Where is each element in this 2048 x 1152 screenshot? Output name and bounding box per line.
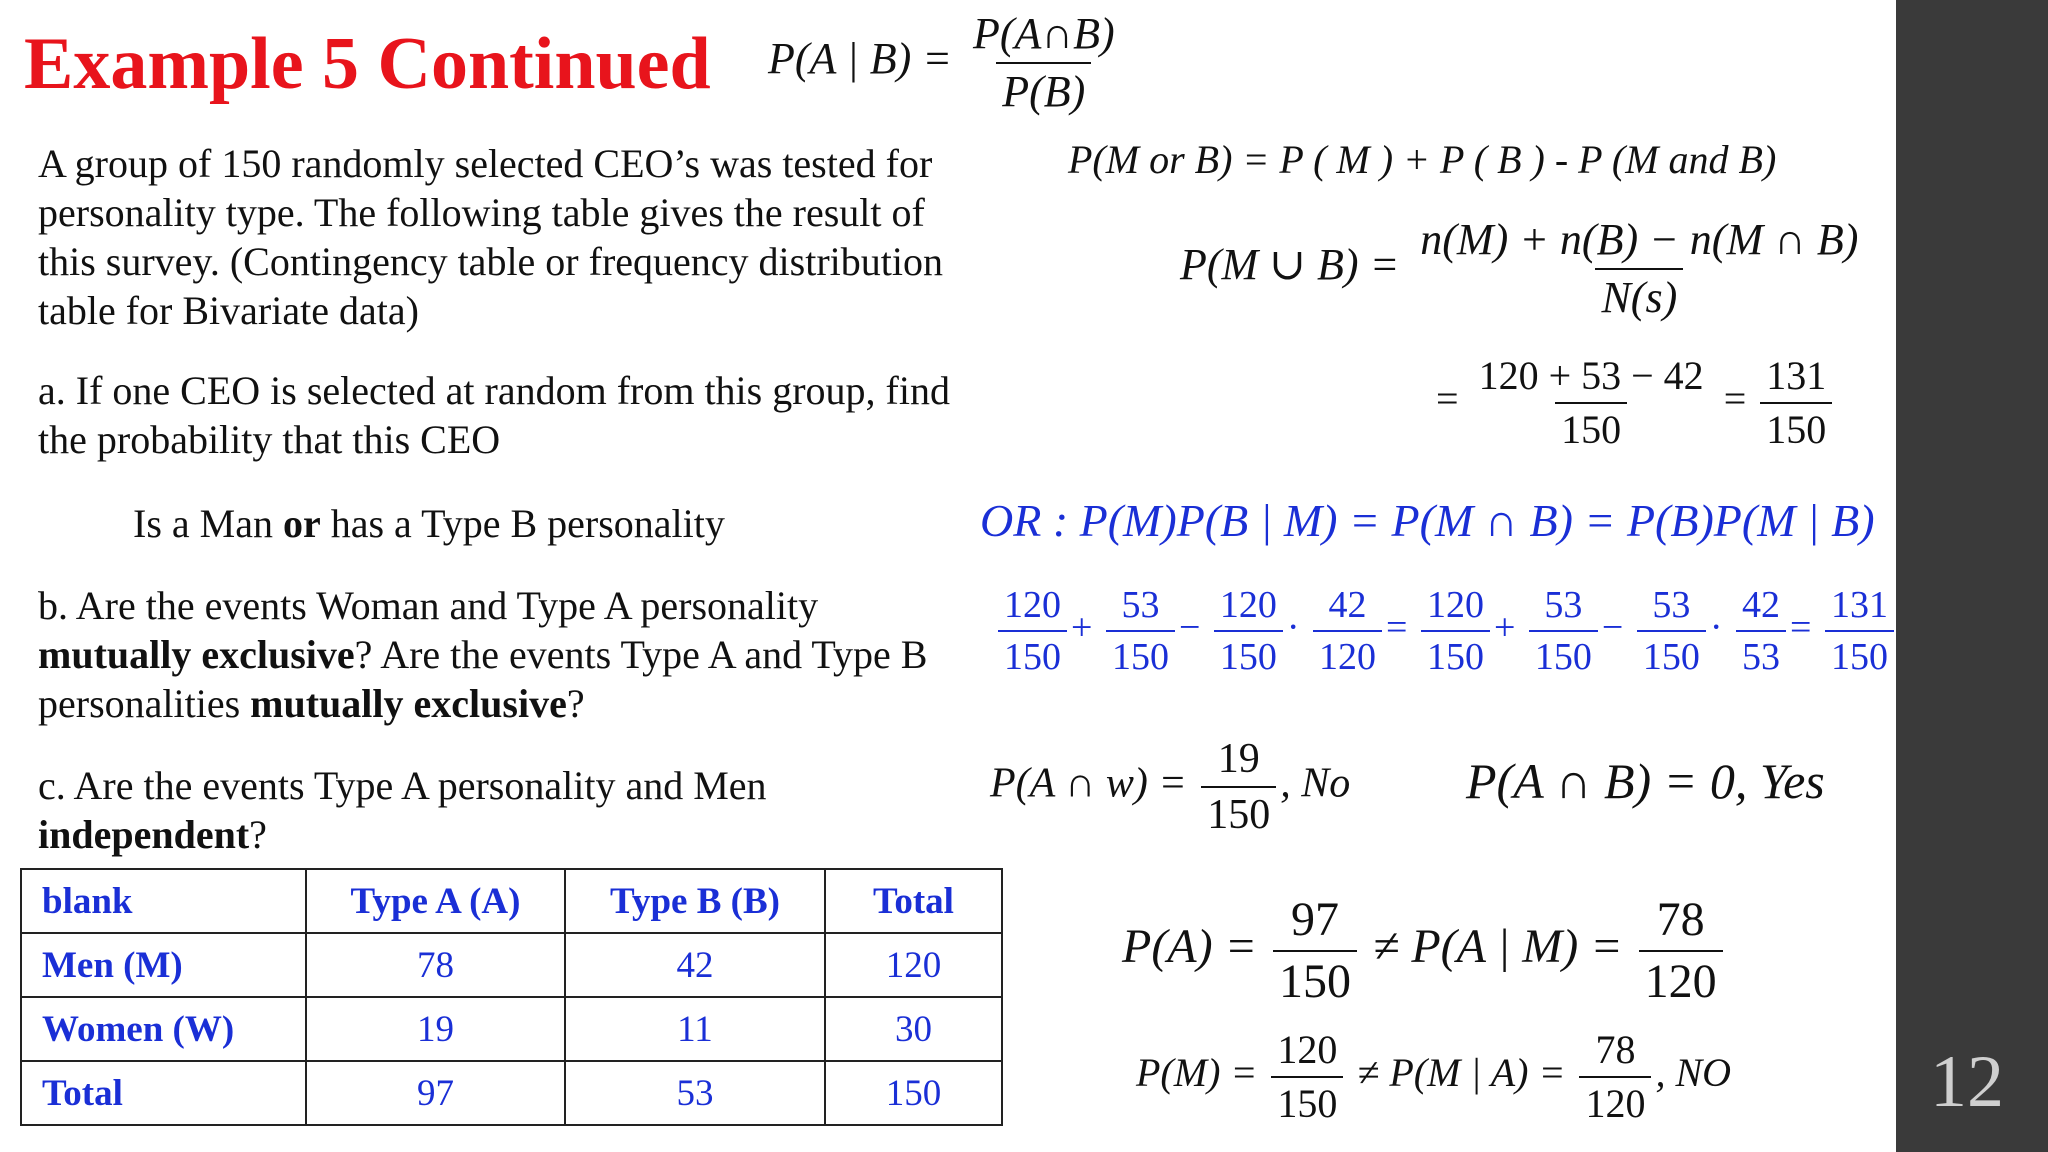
table-header-cell: Type A (A): [306, 869, 565, 933]
pa-n2: 78: [1656, 893, 1705, 946]
calc-eq1: =: [1436, 376, 1459, 422]
table-header-cell: blank: [21, 869, 306, 933]
table-cell: 150: [825, 1061, 1002, 1125]
part-c-t2: ?: [249, 812, 267, 857]
calc-num1: 120 + 53 − 42: [1478, 353, 1704, 398]
pa-d1: 150: [1273, 950, 1357, 1006]
pa-lhs: P(A) =: [1122, 920, 1257, 974]
slide-sidebar: [1896, 0, 2048, 1152]
row-label: Total: [21, 1061, 306, 1125]
sum-op: ·: [1709, 606, 1723, 649]
pm-d1: 150: [1271, 1076, 1343, 1124]
sum-frac-num: 53: [1652, 584, 1691, 626]
union-num: n(M) + n(B) − n(M ∩ B): [1420, 215, 1859, 264]
contingency-table: [20, 868, 1003, 1126]
cond-num: P(A∩B): [972, 9, 1115, 58]
part-b-b1: mutually exclusive: [38, 632, 355, 677]
part-c-question: [38, 761, 968, 859]
sum-frac-den: 150: [1637, 630, 1706, 676]
part-b-t3: ?: [566, 681, 585, 726]
sum-op: −: [1178, 606, 1201, 649]
sum-frac-den: 150: [1825, 630, 1894, 676]
pm-lhs: P(M) =: [1136, 1050, 1258, 1096]
sum-frac-den: 150: [1529, 630, 1598, 676]
part-c-b1: independent: [38, 812, 250, 857]
calc-den1: 150: [1555, 402, 1627, 450]
union-den: N(s): [1595, 268, 1683, 320]
intro-paragraph: A group of 150 randomly selected CEO’s was tested for personality type. The following table gives the result of this survey. (Contingency table or frequency distribution table for Bivariate data): [38, 141, 943, 333]
calc-den2: 150: [1760, 402, 1832, 450]
table-header-row: [21, 869, 1002, 933]
table-cell: 42: [565, 933, 825, 997]
table-header-cell: Total: [825, 869, 1002, 933]
pa-d2: 120: [1639, 950, 1723, 1006]
table-header-cell: Type B (B): [565, 869, 825, 933]
cond-lhs: P(A | B) =: [768, 34, 952, 84]
aw-den: 150: [1201, 786, 1276, 836]
sum-frac-num: 120: [1219, 584, 1277, 626]
pm-independence-formula: [1136, 1027, 1732, 1126]
pa-n1: 97: [1291, 893, 1339, 946]
union-calculation: [1436, 353, 1836, 452]
aw-lhs: P(A ∩ w) =: [990, 760, 1187, 807]
sum-frac-den: 53: [1736, 630, 1786, 676]
sum-op: ·: [1286, 606, 1300, 649]
table-cell: 11: [565, 997, 825, 1061]
slide-title: Example 5 Continued: [24, 23, 711, 105]
aw-num: 19: [1217, 736, 1260, 782]
part-a-item: [133, 500, 725, 547]
union-formula: [1180, 215, 1868, 322]
slide-number: 12: [1930, 1041, 2004, 1123]
a-and-b-formula: P(A ∩ B) = 0, Yes: [1466, 753, 1825, 809]
sum-frac-den: 150: [1421, 630, 1490, 676]
pm-mid: ≠ P(M | A) =: [1357, 1050, 1566, 1096]
sum-frac-den: 120: [1313, 630, 1382, 676]
table-cell: 19: [306, 997, 565, 1061]
table-row: [21, 997, 1002, 1061]
part-b-t2: ? Are the events Type A and Type B personalities: [38, 632, 928, 726]
sum-frac-num: 42: [1742, 584, 1780, 626]
part-c-t1: c. Are the events Type A personality and Men: [38, 763, 767, 808]
sum-frac-num: 120: [1004, 584, 1061, 626]
calc-eq2: =: [1723, 376, 1747, 422]
sum-op: =: [1790, 606, 1812, 649]
sum-frac-den: 150: [1214, 630, 1283, 676]
table-cell: 30: [825, 997, 1002, 1061]
part-a-item-bold: or: [282, 501, 321, 546]
sum-frac-num: 131: [1830, 584, 1888, 626]
table-row: [21, 1061, 1002, 1125]
sum-op: −: [1601, 606, 1624, 649]
pa-independence-formula: [1122, 893, 1727, 1008]
sum-frac-num: 120: [1426, 584, 1484, 626]
sum-frac-den: 150: [1106, 630, 1175, 676]
sum-op: =: [1386, 606, 1408, 649]
row-label: Men (M): [21, 933, 306, 997]
sum-op: +: [1493, 606, 1516, 649]
part-b-question: [38, 581, 968, 728]
pm-tail: , NO: [1655, 1050, 1732, 1096]
part-a-item-post: has a Type B personality: [320, 501, 725, 546]
part-a-item-pre: Is a Man: [133, 501, 283, 546]
table-cell: 97: [306, 1061, 565, 1125]
pm-n1: 120: [1277, 1027, 1338, 1072]
pa-mid: ≠ P(A | M) =: [1373, 920, 1623, 974]
pm-n2: 78: [1595, 1027, 1636, 1072]
addition-rule-formula: P(M or B) = P ( M ) + P ( B ) - P (M and B): [1068, 137, 1777, 182]
row-label: Women (W): [21, 997, 306, 1061]
a-and-w-formula: [990, 738, 1350, 836]
part-a-question: a. If one CEO is selected at random from this group, find the probability that this CEO: [38, 368, 950, 462]
part-b-t1: b. Are the events Woman and Type A personality: [38, 583, 819, 628]
sum-frac-num: 42: [1328, 584, 1367, 626]
table-cell: 120: [825, 933, 1002, 997]
sum-frac-num: 53: [1121, 584, 1160, 626]
table-row: [21, 933, 1002, 997]
blue-fraction-sum: [994, 586, 1898, 676]
conditional-probability-formula: [768, 9, 1125, 116]
aw-tail: , No: [1280, 760, 1351, 807]
table-cell: 53: [565, 1061, 825, 1125]
table-cell: 78: [306, 933, 565, 997]
sum-frac-num: 53: [1544, 584, 1583, 626]
multiplication-rule-formula: OR : P(M)P(B | M) = P(M ∩ B) = P(B)P(M | B): [980, 495, 1875, 546]
sum-frac-den: 150: [998, 630, 1067, 676]
part-b-b2: mutually exclusive: [250, 681, 567, 726]
pm-d2: 120: [1579, 1076, 1651, 1124]
calc-num2: 131: [1766, 353, 1827, 398]
union-lhs: P(M ∪ B) =: [1180, 240, 1400, 290]
cond-den: P(B): [996, 62, 1091, 114]
sum-op: +: [1071, 606, 1093, 649]
